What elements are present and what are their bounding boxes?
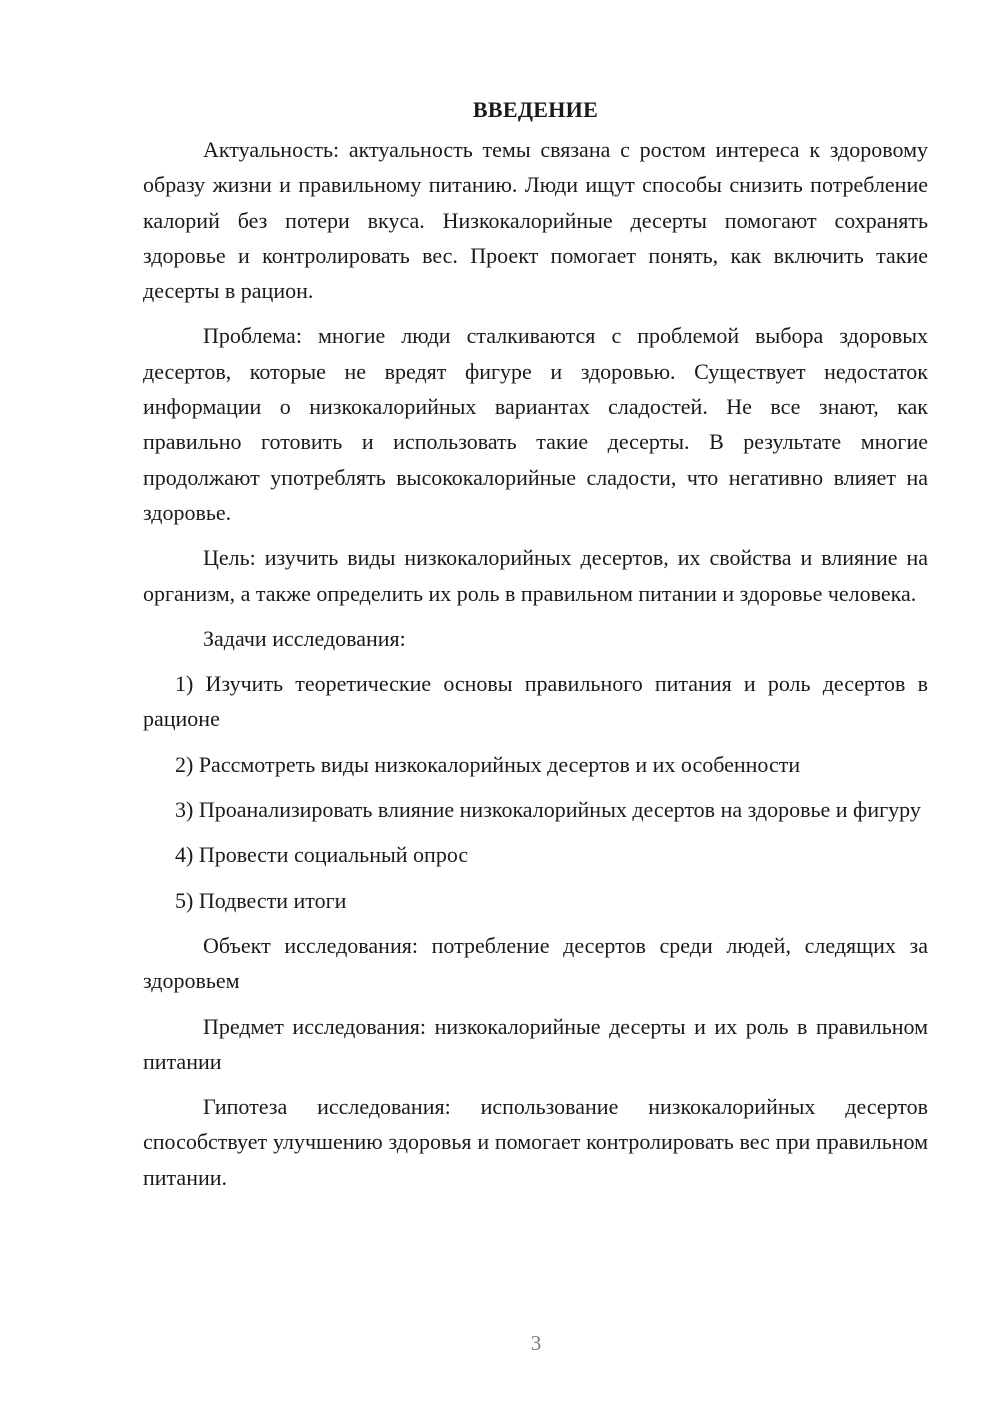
document-page — [143, 92, 928, 1195]
problem-paragraph: Проблема: многие люди сталкиваются с проблемой выбора здоровых десертов, которые не вредят фигуре и здоровью. Существует недостаток информации о низкокалорийных вариантах сладостей. Не все знают, как правильно готовить и использовать такие десерты. В результате многие продолжают употреблять высококалорийные сладости, что негативно влияет на здоровье. — [143, 323, 928, 525]
goal-paragraph: Цель: изучить виды низкокалорийных десертов, их свойства и влияние на организм, а также определить их роль в правильном питании и здоровье человека. — [143, 545, 928, 606]
subject-paragraph: Предмет исследования: низкокалорийные десерты и их роль в правильном питании — [143, 1013, 928, 1074]
task-item-2: 2) Рассмотреть виды низкокалорийных десертов и их особенности — [175, 751, 801, 777]
page-number: 3 — [530, 1331, 542, 1355]
task-item-1: 1) Изучить теоретические основы правильного питания и роль десертов в рационе — [143, 671, 928, 732]
task-item-3: 3) Проанализировать влияние низкокалорийных десертов на здоровье и фигуру — [175, 797, 921, 823]
task-item-5: 5) Подвести итоги — [175, 887, 347, 913]
section-heading: ВВЕДЕНИЕ — [472, 97, 599, 122]
task-item-4: 4) Провести социальный опрос — [175, 842, 469, 868]
tasks-title: Задачи исследования: — [203, 625, 406, 651]
object-paragraph: Объект исследования: потребление десертов среди людей, следящих за здоровьем — [143, 932, 928, 994]
hypothesis-paragraph: Гипотеза исследования: использование низкокалорийных десертов способствует улучшению здоровья и помогает контролировать вес при правильном питании. — [143, 1094, 928, 1190]
relevance-paragraph: Актуальность: актуальность темы связана с ростом интереса к здоровому образу жизни и правильному питанию. Люди ищут способы снизить потребление калорий без потери вкуса. Низкокалорийные десерты помогают сохранять здоровье и контролировать вес. Проект помогает понять, как включить такие десерты в рацион. — [143, 137, 928, 304]
